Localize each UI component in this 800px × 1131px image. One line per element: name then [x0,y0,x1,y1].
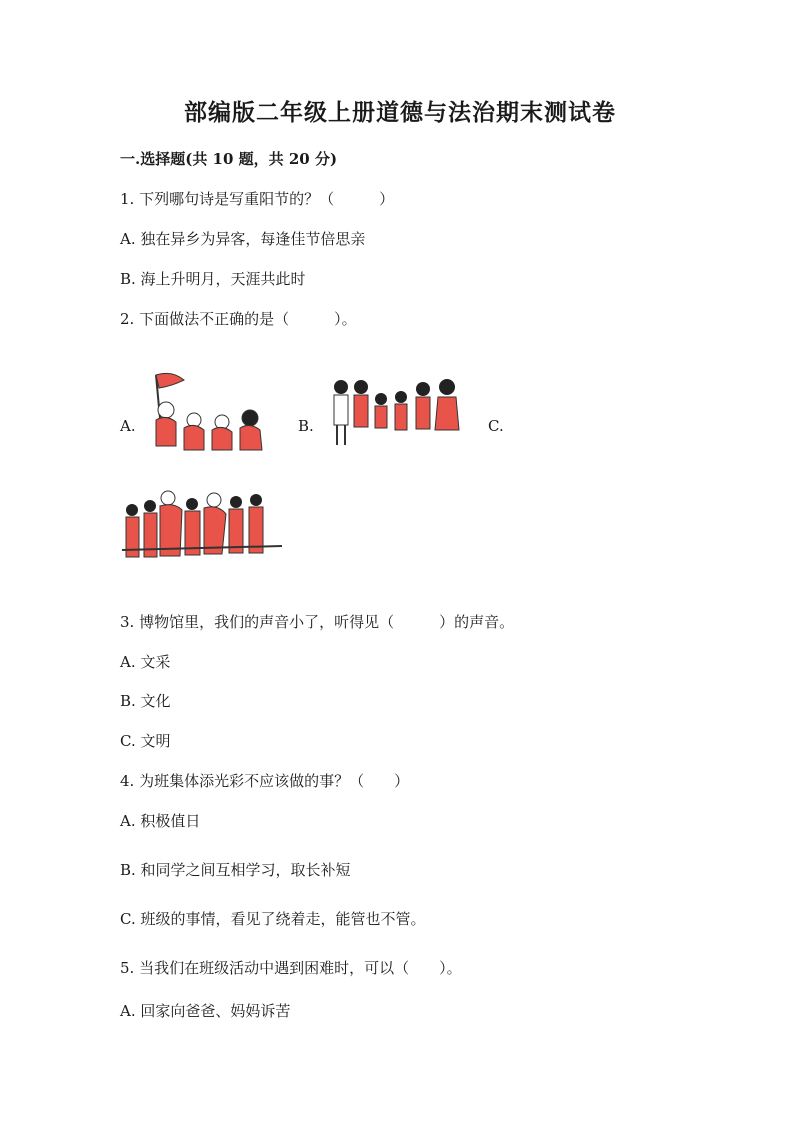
family-group-illustration [325,375,465,450]
question-3-option-a: A. 文采 [120,653,171,671]
question-3-stem: 3. 博物馆里，我们的声音小了，听得见（ ）的声音。 [120,613,515,631]
question-4-option-b: B. 和同学之间互相学习，取长补短 [120,861,351,879]
question-1-option-a: A. 独在异乡为异客，每逢佳节倍思亲 [120,230,366,248]
question-3-option-b: B. 文化 [120,692,171,710]
question-2-option-b-label: B. [298,417,314,435]
question-2-stem: 2. 下面做法不正确的是（ ）。 [120,310,357,328]
question-4-stem: 4. 为班集体添光彩不应该做的事？（ ） [120,772,410,790]
question-5-stem: 5. 当我们在班级活动中遇到困难时，可以（ ）。 [120,959,462,977]
question-5-option-a: A. 回家向爸爸、妈妈诉苦 [120,1002,291,1020]
flag-parade-illustration [142,370,272,455]
question-2-option-a-label: A. [120,417,136,435]
question-2-image-options [120,365,680,475]
question-4-option-c: C. 班级的事情，看见了绕着走，能管也不管。 [120,910,426,928]
question-3-option-c: C. 文明 [120,732,171,750]
page-title: 部编版二年级上册道德与法治期末测试卷 [184,99,616,126]
question-1-stem: 1. 下列哪句诗是写重阳节的？（ ） [120,190,395,208]
question-2-option-c-label: C. [488,417,504,435]
question-4-option-a: A. 积极值日 [120,812,201,830]
question-1-option-b: B. 海上升明月，天涯共此时 [120,270,306,288]
crowd-illustration [122,488,282,563]
section-heading: 一.选择题(共 10 题，共 20 分) [120,150,338,168]
